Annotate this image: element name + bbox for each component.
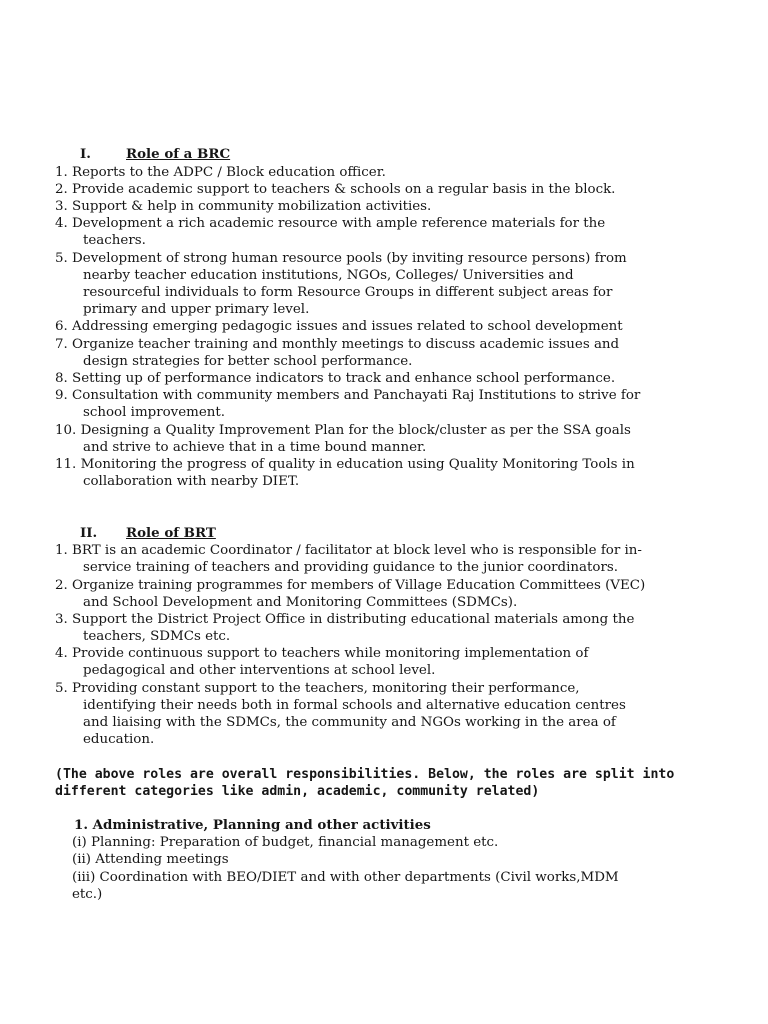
list-item-continuation: education. — [83, 732, 155, 747]
note-line: (The above roles are overall responsibilities. Below, the roles are split into — [55, 767, 675, 782]
list-item-continuation: teachers. — [83, 233, 146, 248]
list-item: 6. Addressing emerging pedagogic issues and issues related to school development — [55, 319, 623, 334]
list-item: 1. BRT is an academic Coordinator / facilitator at block level who is responsible for in- — [55, 543, 642, 558]
list-item: 1. Reports to the ADPC / Block education officer. — [55, 165, 386, 180]
note-line: different categories like admin, academic, community related) — [55, 784, 540, 799]
list-item: 2. Provide academic support to teachers & schools on a regular basis in the block. — [55, 182, 616, 197]
list-item-continuation: design strategies for better school performance. — [83, 354, 413, 369]
list-item-continuation: nearby teacher education institutions, NGOs, Colleges/ Universities and — [83, 268, 574, 283]
list-item: 3. Support & help in community mobilization activities. — [55, 199, 432, 214]
section-numeral: II. — [80, 525, 98, 541]
list-item: 4. Provide continuous support to teachers while monitoring implementation of — [55, 646, 589, 661]
list-item-continuation: collaboration with nearby DIET. — [83, 474, 300, 489]
list-item: (ii) Attending meetings — [72, 852, 229, 867]
list-item: 3. Support the District Project Office in distributing educational materials among the — [55, 612, 635, 627]
list-item-continuation: and strive to achieve that in a time bound manner. — [83, 440, 427, 455]
section-title: Role of BRT — [126, 525, 216, 541]
list-item: (iii) Coordination with BEO/DIET and with other departments (Civil works,MDM — [72, 870, 619, 885]
section-heading-brt — [80, 525, 216, 542]
list-item-continuation: and School Development and Monitoring Committees (SDMCs). — [83, 595, 518, 610]
list-item: 11. Monitoring the progress of quality in education using Quality Monitoring Tools in — [55, 457, 635, 472]
list-item: 5. Development of strong human resource pools (by inviting resource persons) from — [55, 251, 627, 266]
list-item: 9. Consultation with community members and Panchayati Raj Institutions to strive for — [55, 388, 641, 403]
list-item: 8. Setting up of performance indicators to track and enhance school performance. — [55, 371, 616, 386]
list-item: 7. Organize teacher training and monthly meetings to discuss academic issues and — [55, 337, 620, 352]
list-item: 10. Designing a Quality Improvement Plan for the block/cluster as per the SSA goals — [55, 423, 631, 438]
section-heading-brc — [80, 146, 230, 163]
list-item-continuation: etc.) — [72, 887, 103, 902]
list-item: 5. Providing constant support to the teachers, monitoring their performance, — [55, 681, 580, 696]
list-item-continuation: teachers, SDMCs etc. — [83, 629, 231, 644]
list-item: (i) Planning: Preparation of budget, financial management etc. — [72, 835, 499, 850]
list-item: 2. Organize training programmes for members of Village Education Committees (VEC) — [55, 578, 646, 593]
list-item-continuation: primary and upper primary level. — [83, 302, 310, 317]
list-item-continuation: and liaising with the SDMCs, the community and NGOs working in the area of — [83, 715, 616, 730]
subsection-heading: 1. Administrative, Planning and other activities — [74, 817, 431, 833]
section-title: Role of a BRC — [126, 146, 231, 162]
list-item-continuation: service training of teachers and providing guidance to the junior coordinators. — [83, 560, 618, 575]
list-item: 4. Development a rich academic resource with ample reference materials for the — [55, 216, 606, 231]
section-numeral: I. — [80, 146, 91, 162]
list-item-continuation: school improvement. — [83, 405, 226, 420]
list-item-continuation: identifying their needs both in formal schools and alternative education centres — [83, 698, 626, 713]
list-item-continuation: pedagogical and other interventions at school level. — [83, 663, 436, 678]
list-item-continuation: resourceful individuals to form Resource Groups in different subject areas for — [83, 285, 613, 300]
